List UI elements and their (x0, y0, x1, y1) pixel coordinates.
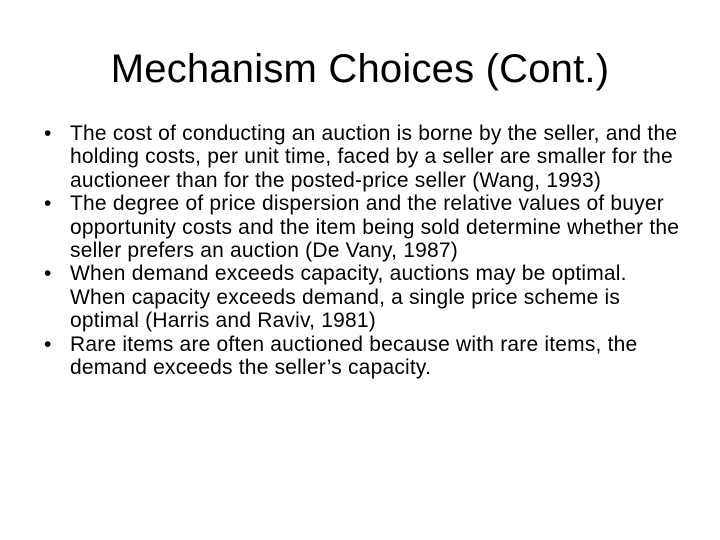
bullet-item (44, 262, 684, 332)
bullet-text: When demand exceeds capacity, auctions may be optimal. When capacity exceeds demand, a single price scheme is optimal (Harris and Raviv, 1981) (70, 262, 627, 333)
bullet-item (44, 333, 684, 380)
bullet-text: The degree of price dispersion and the relative values of buyer opportunity costs and the item being sold determine whether the seller prefers an auction (De Vany, 1987) (70, 192, 680, 263)
bullet-point-icon: • (44, 262, 52, 286)
bullet-point-icon: • (44, 192, 52, 216)
bullet-point-icon: • (44, 122, 52, 145)
bullet-list (44, 122, 684, 379)
bullet-item (44, 192, 684, 262)
bullet-item (44, 122, 684, 192)
bullet-point-icon: • (44, 332, 52, 356)
bullet-text: The cost of conducting an auction is borne by the seller, and the holding costs, per unit time, faced by a seller are smaller for the auctioneer than for the posted-price seller (Wang, 1993) (70, 122, 678, 192)
slide-title: Mechanism Choices (Cont.) (110, 47, 610, 91)
bullet-text: Rare items are often auctioned because with rare items, the demand exceeds the seller’s capacity. (70, 332, 638, 380)
